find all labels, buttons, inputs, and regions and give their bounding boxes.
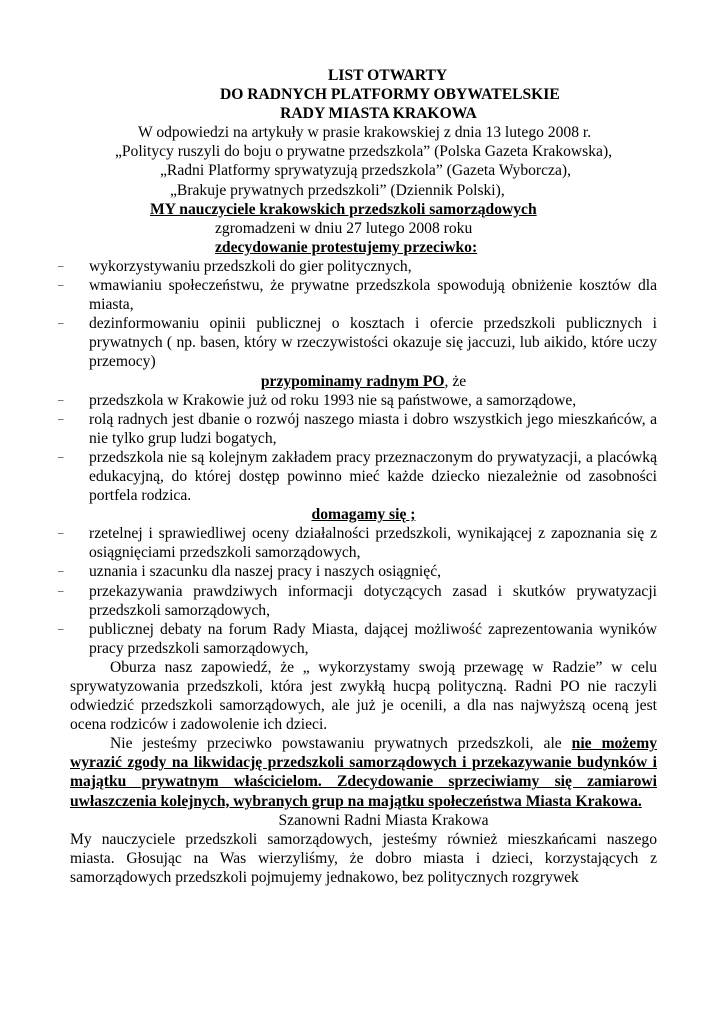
demand-item-1: – rzetelnej i sprawiedliwej oceny działalności przedszkoli, wynikającej z zapoznania się z osiągnięciami przedszkoli samorządowych,: [70, 524, 657, 562]
intro-line-3: „Radni Platformy sprywatyzują przedszkola” (Gazeta Wyborcza),: [160, 162, 571, 180]
demand-list: [70, 524, 657, 658]
paragraph-position-plain: Nie jesteśmy przeciwko powstawaniu prywatnych przedszkoli, ale: [110, 735, 572, 753]
demand-item-4: – publicznej debaty na forum Rady Miasta, dającej możliwość zaprezentowania wyników pracy przedszkoli samorządowych,: [70, 620, 657, 658]
remind-item-1: – przedszkola w Krakowie już od roku 1993 nie są państwowe, a samorządowe,: [70, 391, 657, 410]
paragraph-position-bold: nie możemy wyrazić zgody na likwidację przedszkoli samorządowych i przekazywanie budynków i majątku prywatnym właścicielom. Zdecydowanie sprzeciwiamy się zamiarowi uwłaszczenia kolejnych, wybranych grup na majątku społeczeństwa Miasta Krakowa.: [70, 735, 657, 810]
salutation: Szanowni Radni Miasta Krakowa: [278, 811, 489, 829]
remind-list: [70, 391, 657, 506]
protest-item-2: – wmawianiu społeczeństwu, że prywatne przedszkola spowodują obniżenie kosztów dla miasta,: [70, 276, 657, 314]
title-line-2: DO RADNYCH PLATFORMY OBYWATELSKIE: [220, 86, 560, 104]
demand-item-2: – uznania i szacunku dla naszej pracy i naszych osiągnięć,: [70, 562, 657, 581]
paragraph-position: [70, 734, 657, 810]
protest-item-1: – wykorzystywaniu przedszkoli do gier politycznych,: [70, 257, 657, 276]
remind-item-3: – przedszkola nie są kolejnym zakładem pracy przeznaczonym do prywatyzacji, a placówką edukacyjną, do której dostęp powinno mieć każde dziecko niezależnie od zasobności portfela rodzica.: [70, 448, 657, 505]
paragraph-outrage: Oburza nasz zapowiedź, że „ wykorzystamy swoją przewagę w Radzie” w celu sprywatyzowania przedszkoli, która jest zwykłą hucpą polityczną. Radni PO nie raczyli odwiedzić przedszkoli samorządowych, ale już je ocenili, a dla nas najwyższą oceną jest ocena rodziców i zadowolenie ich dzieci.: [70, 658, 657, 734]
title-line-1: LIST OTWARTY: [328, 67, 448, 84]
demand-heading: domagamy się ;: [311, 506, 416, 524]
gathered-line: zgromadzeni w dniu 27 lutego 2008 roku: [215, 219, 473, 237]
protest-heading: zdecydowanie protestujemy przeciwko:: [215, 238, 478, 256]
protest-item-3: – dezinformowaniu opinii publicznej o kosztach i ofercie przedszkoli publicznych i prywatnych ( np. basen, który w rzeczywistości okazuje się jaccuzi, lub aikido, które uczy przemocy): [70, 314, 657, 371]
remind-heading: przypominamy radnym PO: [260, 372, 445, 390]
demand-item-3: – przekazywania prawdziwych informacji dotyczących zasad i skutków prywatyzacji przedszkoli samorządowych,: [70, 582, 657, 620]
intro-line-1: W odpowiedzi na artykuły w prasie krakowskiej z dnia 13 lutego 2008 r.: [138, 124, 592, 142]
remind-heading-line: [70, 372, 657, 391]
protest-list: [70, 257, 657, 372]
intro-line-2: „Politycy ruszyli do boju o prywatne przedszkola” (Polska Gazeta Krakowska),: [114, 143, 613, 161]
remind-item-2: – rolą radnych jest dbanie o rozwój naszego miasta i dobro wszystkich jego mieszkańców, a nie tylko grup ludzi bogatych,: [70, 410, 657, 448]
paragraph-closing: My nauczyciele przedszkoli samorządowych, jesteśmy również mieszkańcami naszego miasta. Głosując na Was wierzyliśmy, że dobro miasta i dzieci, korzystających z samorządowych przedszkoli pojmujemy jednakowo, bez politycznych rozgrywek: [70, 830, 657, 886]
remind-suffix: , że: [444, 372, 467, 390]
letter-body: [70, 66, 657, 887]
we-teachers-line: MY nauczyciele krakowskich przedszkoli samorządowych: [150, 200, 537, 218]
title-line-3: RADY MIASTA KRAKOWA: [280, 105, 477, 123]
intro-line-4: „Brakuje prywatnych przedszkoli” (Dziennik Polski),: [170, 181, 505, 199]
